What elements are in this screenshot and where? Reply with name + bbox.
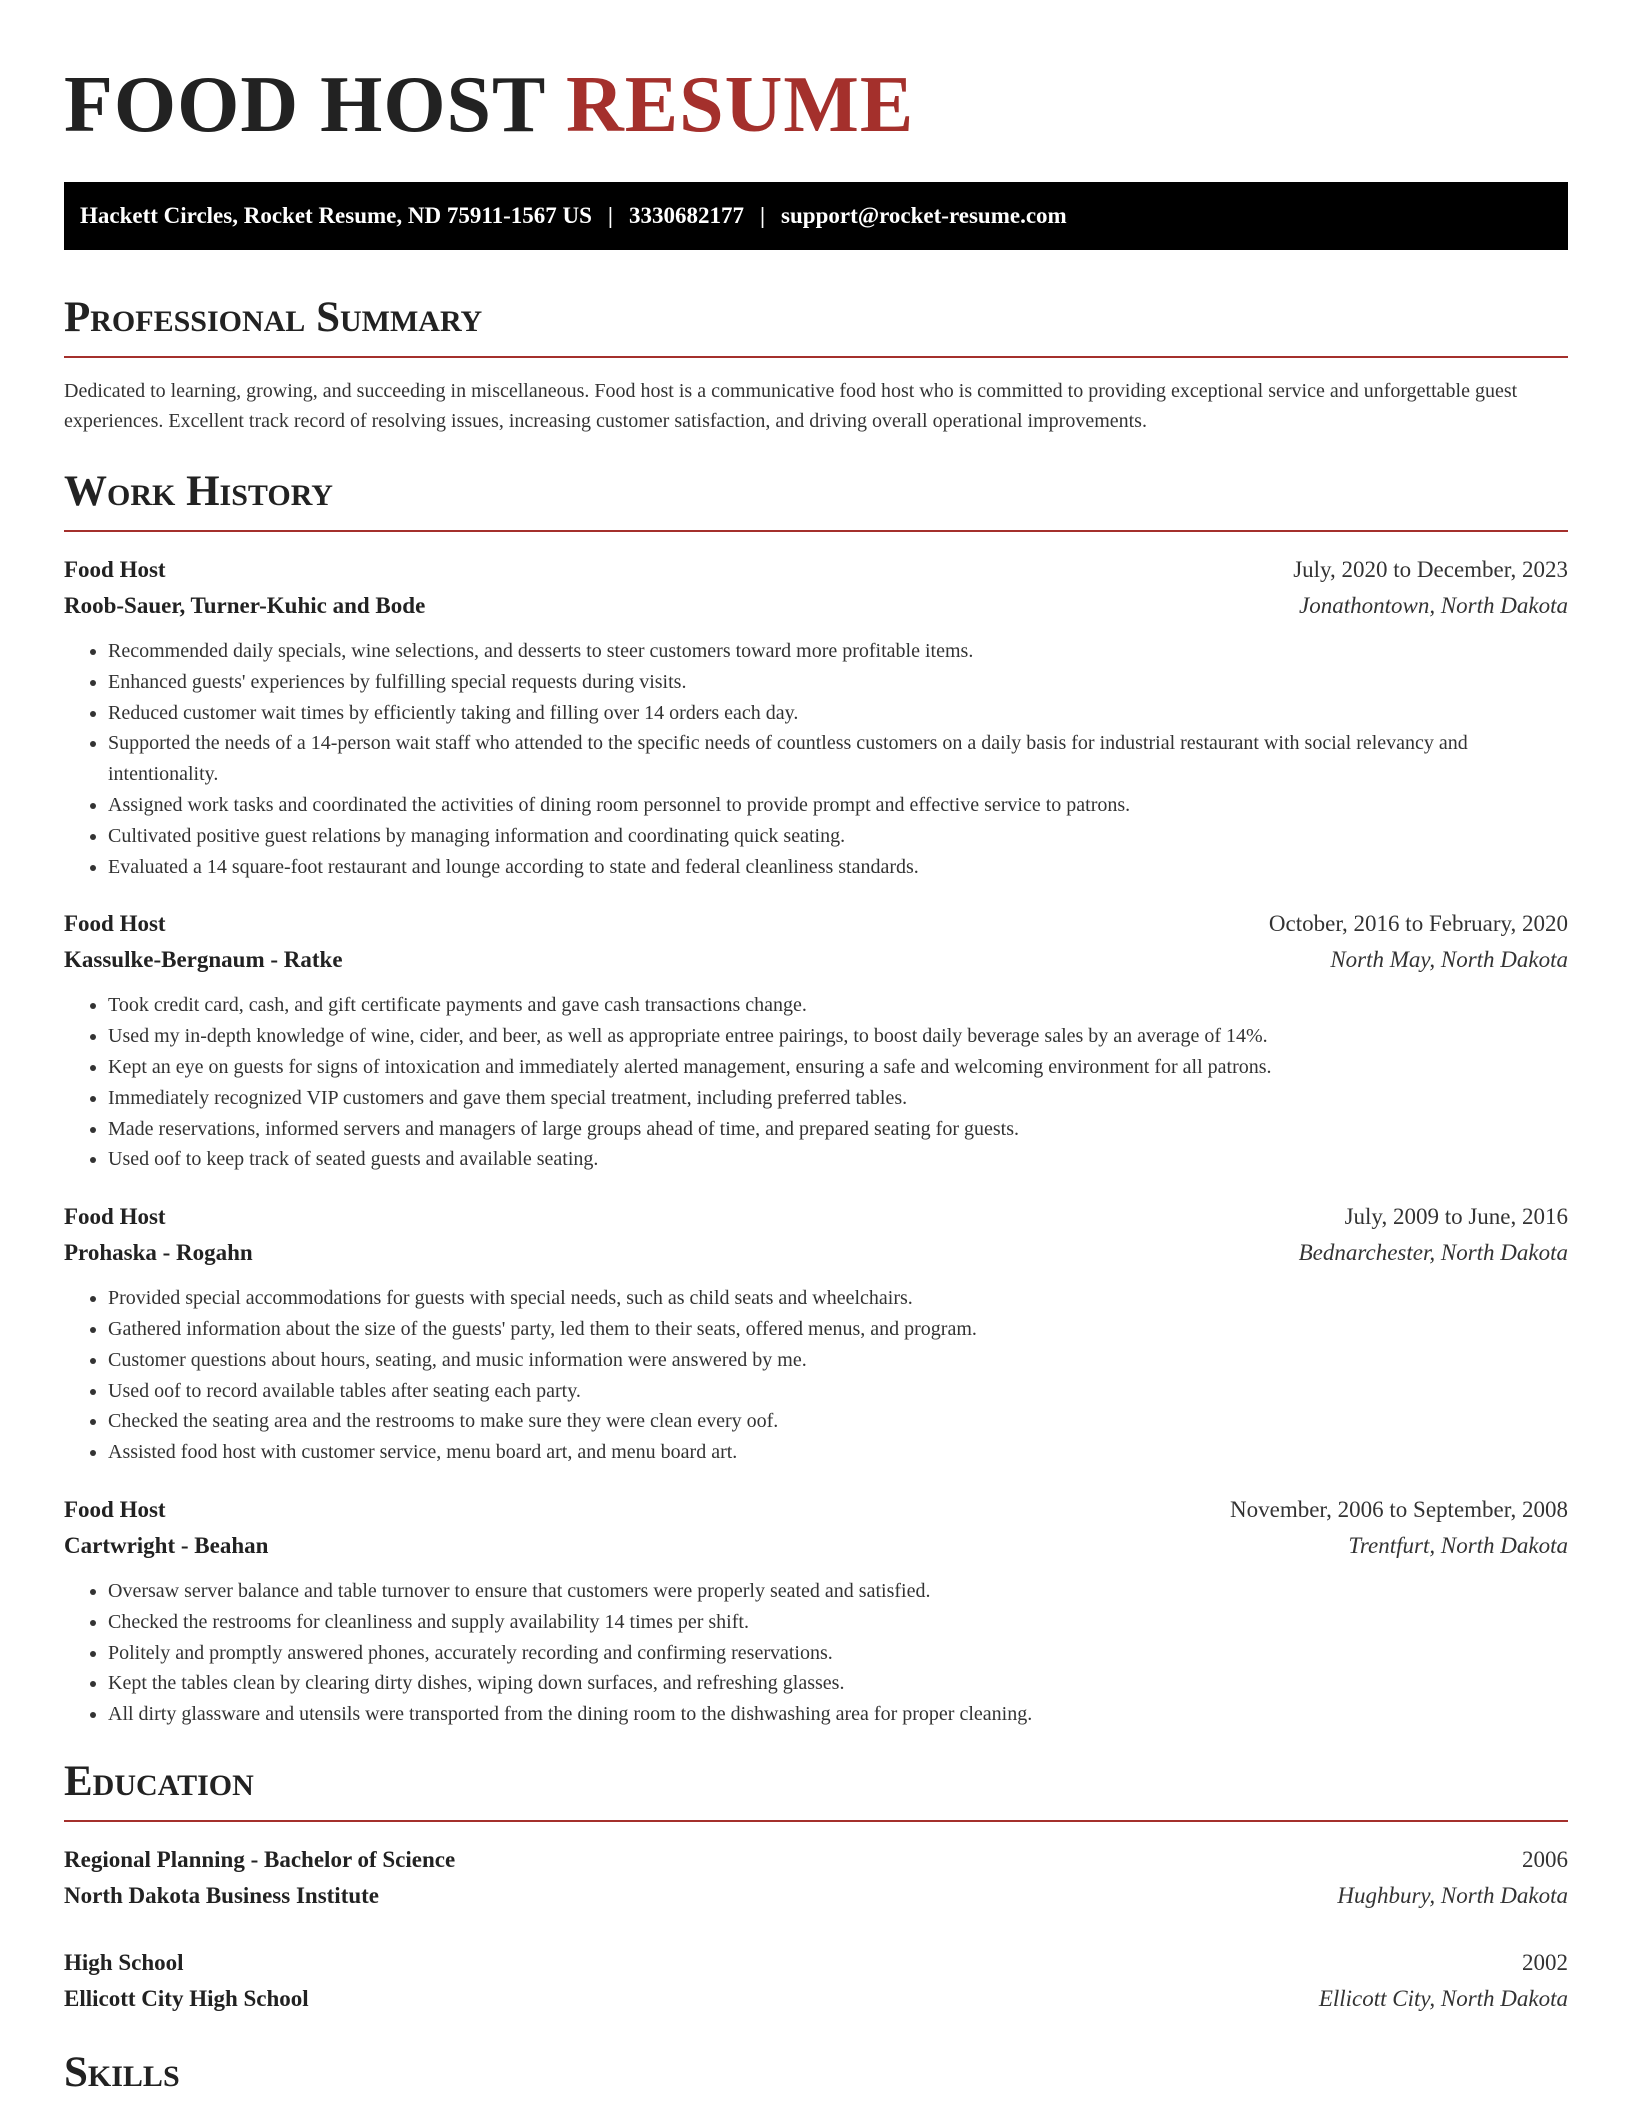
job-bullet: • Checked the seating area and the restrooms to make sure they were clean every oof. [108, 1406, 1568, 1437]
job-bullet: • Used oof to record available tables after seating each party. [108, 1376, 1568, 1407]
resume-title [64, 0, 1568, 152]
job-bullet: • Gathered information about the size of the guests' party, led them to their seats, offered menus, and program. [108, 1314, 1568, 1345]
job-location: Bednarchester, North Dakota [1298, 1240, 1568, 1266]
job-bullet: • Cultivated positive guest relations by managing information and coordinating quick seating. [108, 821, 1568, 852]
education-school-row [64, 1878, 1568, 1914]
job-dates: July, 2020 to December, 2023 [1293, 557, 1568, 582]
education-entry [64, 1842, 1568, 1914]
job-bullet: • Took credit card, cash, and gift certificate payments and gave cash transactions change. [108, 990, 1568, 1021]
job-bullet: • Provided special accommodations for guests with special needs, such as child seats and wheelchairs. [108, 1283, 1568, 1314]
job-bullet: • Supported the needs of a 14-person wait staff who attended to the specific needs of countless customers on a daily basis for industrial restaurant with social relevancy and intentionality. [108, 728, 1568, 790]
job-bullet: • Oversaw server balance and table turnover to ensure that customers were properly seated and satisfied. [108, 1576, 1568, 1607]
title-main: FOOD HOST [64, 61, 545, 149]
job-entry [64, 906, 1568, 1175]
summary-section [64, 292, 1568, 436]
job-title: Food Host [64, 911, 166, 937]
section-divider [64, 356, 1568, 358]
job-bullet: • All dirty glassware and utensils were transported from the dining room to the dishwashing area for proper cleaning. [108, 1699, 1568, 1730]
job-title: Food Host [64, 1496, 166, 1522]
education-header-row [64, 1842, 1568, 1878]
job-bullets [64, 1576, 1568, 1730]
job-company: Prohaska - Rogahn [64, 1240, 253, 1266]
job-bullet: • Kept an eye on guests for signs of intoxication and immediately alerted management, ensuring a safe and welcoming environment for all patrons. [108, 1052, 1568, 1083]
education-location: Ellicott City, North Dakota [1318, 1985, 1568, 2011]
job-bullet: • Used my in-depth knowledge of wine, cider, and beer, as well as appropriate entree pairings, to boost daily beverage sales by an average of 14%. [108, 1021, 1568, 1052]
work-history-section [64, 466, 1568, 1730]
job-bullet: • Assisted food host with customer service, menu board art, and menu board art. [108, 1437, 1568, 1468]
job-entry [64, 552, 1568, 882]
job-header-row [64, 906, 1568, 942]
contact-email[interactable]: support@rocket-resume.com [781, 203, 1067, 228]
job-location: North May, North Dakota [1330, 947, 1568, 973]
education-header-row [64, 1945, 1568, 1981]
education-degree: High School [64, 1949, 184, 1975]
education-entry [64, 1945, 1568, 2017]
job-bullet: • Made reservations, informed servers and managers of large groups ahead of time, and prepared seating for guests. [108, 1114, 1568, 1145]
job-bullets [64, 990, 1568, 1175]
education-year: 2006 [1522, 1846, 1568, 1872]
education-section [64, 1756, 1568, 2017]
job-title: Food Host [64, 1204, 166, 1230]
job-location: Jonathontown, North Dakota [1299, 593, 1568, 618]
education-year: 2002 [1522, 1949, 1568, 1975]
job-bullet: • Enhanced guests' experiences by fulfilling special requests during visits. [108, 667, 1568, 698]
job-bullet: • Checked the restrooms for cleanliness and supply availability 14 times per shift. [108, 1607, 1568, 1638]
job-bullet: • Assigned work tasks and coordinated the activities of dining room personnel to provide prompt and effective service to patrons. [108, 790, 1568, 821]
job-title: Food Host [64, 557, 166, 582]
job-company: Roob-Sauer, Turner-Kuhic and Bode [64, 593, 426, 618]
education-school: Ellicott City High School [64, 1985, 309, 2011]
summary-text: Dedicated to learning, growing, and succeeding in miscellaneous. Food host is a communicative food host who is committed to providing exceptional service and unforgettable guest experiences. Excellent track record of resolving issues, increasing customer satisfaction, and driving overall operational improvements. [64, 380, 1518, 432]
education-school-row [64, 1981, 1568, 2017]
job-company-row [64, 1528, 1568, 1564]
job-bullet: • Politely and promptly answered phones, accurately recording and confirming reservations. [108, 1638, 1568, 1669]
job-header-row [64, 1492, 1568, 1528]
job-dates: October, 2016 to February, 2020 [1268, 911, 1568, 937]
contact-phone[interactable]: 3330682177 [628, 203, 744, 228]
contact-bar [64, 182, 1568, 250]
job-bullet: • Kept the tables clean by clearing dirty dishes, wiping down surfaces, and refreshing glasses. [108, 1668, 1568, 1699]
job-company: Kassulke-Bergnaum - Ratke [64, 947, 343, 973]
education-location: Hughbury, North Dakota [1337, 1882, 1568, 1908]
job-bullet: • Reduced customer wait times by efficiently taking and filling over 14 orders each day. [108, 698, 1568, 729]
title-accent: RESUME [565, 61, 915, 149]
job-company-row [64, 942, 1568, 978]
job-header-row [64, 1199, 1568, 1235]
job-header-row [64, 552, 1568, 588]
education-school: North Dakota Business Institute [64, 1882, 380, 1908]
job-bullets [64, 636, 1568, 882]
section-divider [64, 1820, 1568, 1822]
contact-address: Hackett Circles, Rocket Resume, ND 75911-1567 US [80, 203, 592, 228]
education-degree: Regional Planning - Bachelor of Science [64, 1846, 456, 1872]
section-heading-education: Education [64, 1757, 254, 1805]
job-bullet: • Customer questions about hours, seating, and music information were answered by me. [108, 1345, 1568, 1376]
job-company-row [64, 1235, 1568, 1271]
section-divider [64, 530, 1568, 532]
job-bullets [64, 1283, 1568, 1468]
job-entry [64, 1492, 1568, 1730]
section-heading-work-history: Work History [64, 468, 333, 515]
job-dates: July, 2009 to June, 2016 [1344, 1204, 1568, 1230]
contact-separator: | [759, 203, 766, 228]
job-dates: November, 2006 to September, 2008 [1230, 1496, 1568, 1522]
job-bullet: • Used oof to keep track of seated guests and available seating. [108, 1144, 1568, 1175]
job-company-row [64, 588, 1568, 624]
job-entry [64, 1199, 1568, 1468]
job-bullet: • Immediately recognized VIP customers and gave them special treatment, including preferred tables. [108, 1083, 1568, 1114]
contact-separator: | [607, 203, 613, 228]
job-bullet: • Evaluated a 14 square-foot restaurant and lounge according to state and federal cleanliness standards. [108, 852, 1568, 883]
job-location: Trentfurt, North Dakota [1348, 1532, 1568, 1558]
section-heading-skills: Skills [64, 2048, 180, 2096]
job-bullet: • Recommended daily specials, wine selections, and desserts to steer customers toward more profitable items. [108, 636, 1568, 667]
section-heading-summary: Professional Summary [64, 294, 483, 341]
job-company: Cartwright - Beahan [64, 1532, 269, 1558]
skills-section [64, 2047, 1568, 2099]
